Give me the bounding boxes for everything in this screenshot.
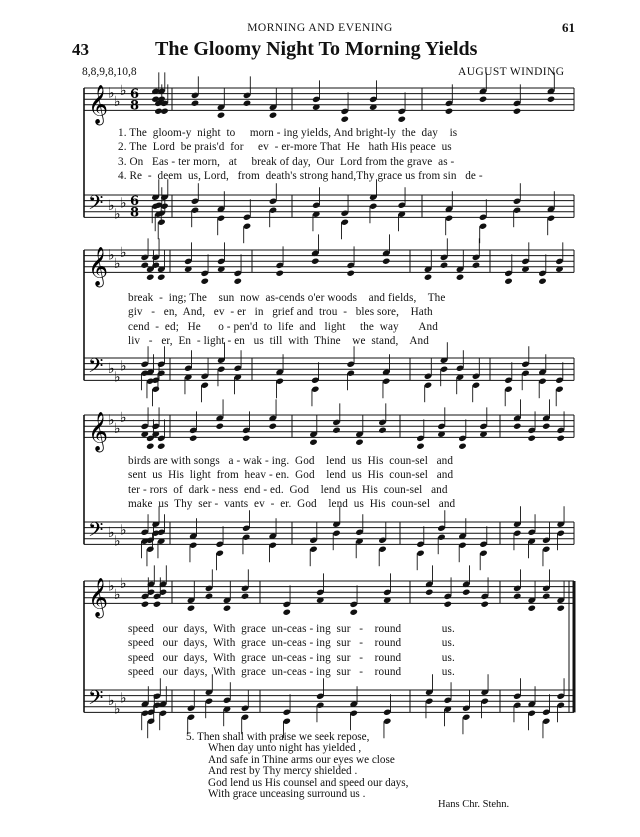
flat-icon: ♭ bbox=[108, 412, 115, 429]
page-number: 61 bbox=[562, 20, 575, 35]
note-head bbox=[547, 96, 556, 103]
note-head bbox=[309, 439, 318, 446]
lyric-line: speed our days, With grace un-ceas - ing sur - round us. bbox=[128, 666, 455, 679]
treble-clef-icon: 𝄞 bbox=[88, 411, 109, 452]
note-head bbox=[542, 423, 551, 430]
lyric-line: speed our days, With grace un-ceas - ing sur - round us. bbox=[128, 637, 455, 650]
flat-icon: ♭ bbox=[108, 693, 115, 710]
note-head bbox=[513, 423, 522, 430]
note-head bbox=[355, 439, 364, 446]
note-head bbox=[233, 278, 242, 285]
note-head bbox=[242, 435, 251, 442]
flat-icon: ♭ bbox=[114, 587, 121, 603]
note-head bbox=[458, 443, 467, 450]
note-head bbox=[205, 593, 214, 600]
note-head bbox=[215, 423, 224, 430]
time-signature: 8 bbox=[130, 205, 140, 221]
lyric-line: 1. The gloom-y night to morn - ing yields, And bright-ly the day is bbox=[118, 127, 458, 139]
note-head bbox=[275, 270, 284, 277]
note-head bbox=[513, 108, 522, 115]
note-head bbox=[187, 605, 196, 612]
flat-icon: ♭ bbox=[108, 247, 115, 264]
flat-icon: ♭ bbox=[108, 525, 115, 542]
lyric-line: cend - ed; He o - pen'd to life and light the way And bbox=[128, 320, 438, 333]
flat-icon: ♭ bbox=[114, 533, 121, 550]
flat-icon: ♭ bbox=[108, 198, 115, 215]
note-head bbox=[243, 100, 252, 107]
lyric-line: ter - rors of dark - ness end - ed. God lend us His coun-sel and bbox=[128, 483, 448, 496]
note-head bbox=[241, 593, 250, 600]
time-signature: 6 bbox=[130, 87, 140, 103]
note-head bbox=[542, 593, 551, 600]
note-head bbox=[217, 112, 226, 119]
treble-clef-icon: 𝄞 bbox=[88, 246, 109, 287]
note-head bbox=[425, 589, 434, 596]
note-head bbox=[443, 601, 452, 608]
flat-icon: ♭ bbox=[120, 522, 127, 539]
note-head bbox=[340, 116, 349, 123]
flat-icon: ♭ bbox=[120, 358, 127, 375]
note-head bbox=[416, 443, 425, 450]
note-head bbox=[282, 609, 291, 616]
note-head bbox=[153, 601, 162, 608]
lyric-line: speed our days, With grace un-ceas - ing sur - round us. bbox=[128, 623, 455, 635]
note-head bbox=[480, 601, 489, 608]
flat-icon: ♭ bbox=[114, 369, 121, 386]
treble-clef-icon: 𝄞 bbox=[88, 84, 109, 125]
author: Hans Chr. Stehn. bbox=[438, 799, 510, 810]
note-head bbox=[349, 609, 358, 616]
verse5-line: 5. Then shall with praise we seek repose, bbox=[186, 731, 370, 743]
note-head bbox=[556, 605, 565, 612]
meter: 8,8,9,8,10,8 bbox=[82, 66, 137, 78]
note-head bbox=[146, 274, 155, 281]
note-head bbox=[160, 108, 169, 115]
time-signature: 6 bbox=[130, 194, 140, 210]
hymn-number: 43 bbox=[72, 40, 89, 59]
verse5-line: When day unto night has yielded , bbox=[208, 742, 362, 755]
lyric-line: birds are with songs a - wak - ing. God lend us His coun-sel and bbox=[128, 455, 454, 467]
note-head bbox=[157, 274, 166, 281]
note-head bbox=[191, 100, 200, 107]
bass-clef-icon: 𝄢 bbox=[88, 190, 104, 219]
note-head bbox=[462, 589, 471, 596]
bass-clef-icon: 𝄢 bbox=[88, 353, 104, 382]
verse5-line: With grace unceasing surround us . bbox=[208, 788, 366, 801]
lyric-line: giv - en, And, ev - er in grief and trou - bles sore, Hath bbox=[128, 306, 433, 319]
note-head bbox=[332, 427, 341, 434]
tune-name: AUGUST WINDING bbox=[458, 66, 565, 78]
verse5-line: And rest by Thy mercy shielded . bbox=[208, 765, 358, 778]
lyric-line: sent us His light from heav - en. God lend us His coun-sel and bbox=[128, 469, 454, 482]
note-head bbox=[513, 593, 522, 600]
lyric-line: 3. On Eas - ter morn, at break of day, Our Lord from the grave as - bbox=[118, 155, 455, 168]
lyric-line: make us Thy ser - vants ev - er. God lend us His coun-sel and bbox=[128, 498, 456, 511]
note-head bbox=[268, 423, 277, 430]
note-head bbox=[223, 605, 232, 612]
note-head bbox=[141, 601, 150, 608]
lyric-line: liv - er, En - light - en us till with Thine we stand, And bbox=[128, 335, 429, 348]
note-head bbox=[157, 443, 166, 450]
note-head bbox=[269, 112, 278, 119]
note-head bbox=[445, 108, 454, 115]
running-head: MORNING AND EVENING bbox=[247, 22, 393, 34]
lyric-line: 2. The Lord be prais'd for ev - er-more That He hath His peace us bbox=[118, 141, 452, 154]
note-head bbox=[440, 262, 449, 269]
note-head bbox=[538, 278, 547, 285]
verse5-line: God lend us His counsel and speed our days, bbox=[208, 776, 409, 789]
note-head bbox=[479, 96, 488, 103]
flat-icon: ♭ bbox=[120, 244, 127, 261]
hymn-title: The Gloomy Night To Morning Yields bbox=[155, 38, 478, 60]
lyric-line: break - ing; The sun now as-cends o'er woods and fields, The bbox=[128, 292, 446, 304]
note-head bbox=[189, 435, 198, 442]
note-head bbox=[527, 435, 536, 442]
bass-clef-icon: 𝄢 bbox=[88, 517, 104, 546]
time-signature: 8 bbox=[130, 98, 140, 114]
flat-icon: ♭ bbox=[114, 421, 121, 437]
note-head bbox=[378, 427, 387, 434]
note-head bbox=[346, 270, 355, 277]
flat-icon: ♭ bbox=[120, 575, 127, 592]
note-head bbox=[527, 605, 536, 612]
flat-icon: ♭ bbox=[120, 195, 127, 212]
verse5-line: And safe in Thine arms our eyes we close bbox=[208, 753, 395, 766]
flat-icon: ♭ bbox=[108, 85, 115, 102]
note-head bbox=[504, 278, 513, 285]
lyric-line: speed our days, With grace un-ceas - ing sur - round us. bbox=[128, 651, 455, 664]
flat-icon: ♭ bbox=[114, 94, 121, 110]
note-head bbox=[556, 435, 565, 442]
flat-icon: ♭ bbox=[114, 256, 121, 272]
flat-icon: ♭ bbox=[120, 690, 127, 707]
note-head bbox=[456, 274, 465, 281]
note-head bbox=[472, 262, 481, 269]
verse-5 bbox=[186, 732, 408, 800]
flat-icon: ♭ bbox=[108, 361, 115, 378]
flat-icon: ♭ bbox=[108, 578, 115, 595]
treble-clef-icon: 𝄞 bbox=[88, 577, 109, 618]
flat-icon: ♭ bbox=[114, 206, 121, 223]
note-head bbox=[397, 116, 406, 123]
note-head bbox=[424, 274, 433, 281]
bass-clef-icon: 𝄢 bbox=[88, 685, 104, 714]
note-head bbox=[140, 262, 149, 269]
lyric-line: 4. Re - deem us, Lord, from death's strong hand,Thy grace us from sin de - bbox=[118, 170, 483, 183]
note-head bbox=[311, 258, 320, 265]
note-head bbox=[382, 258, 391, 265]
flat-icon: ♭ bbox=[120, 409, 127, 426]
flat-icon: ♭ bbox=[114, 701, 121, 718]
note-head bbox=[146, 443, 155, 450]
note-head bbox=[200, 278, 209, 285]
flat-icon: ♭ bbox=[120, 82, 127, 99]
